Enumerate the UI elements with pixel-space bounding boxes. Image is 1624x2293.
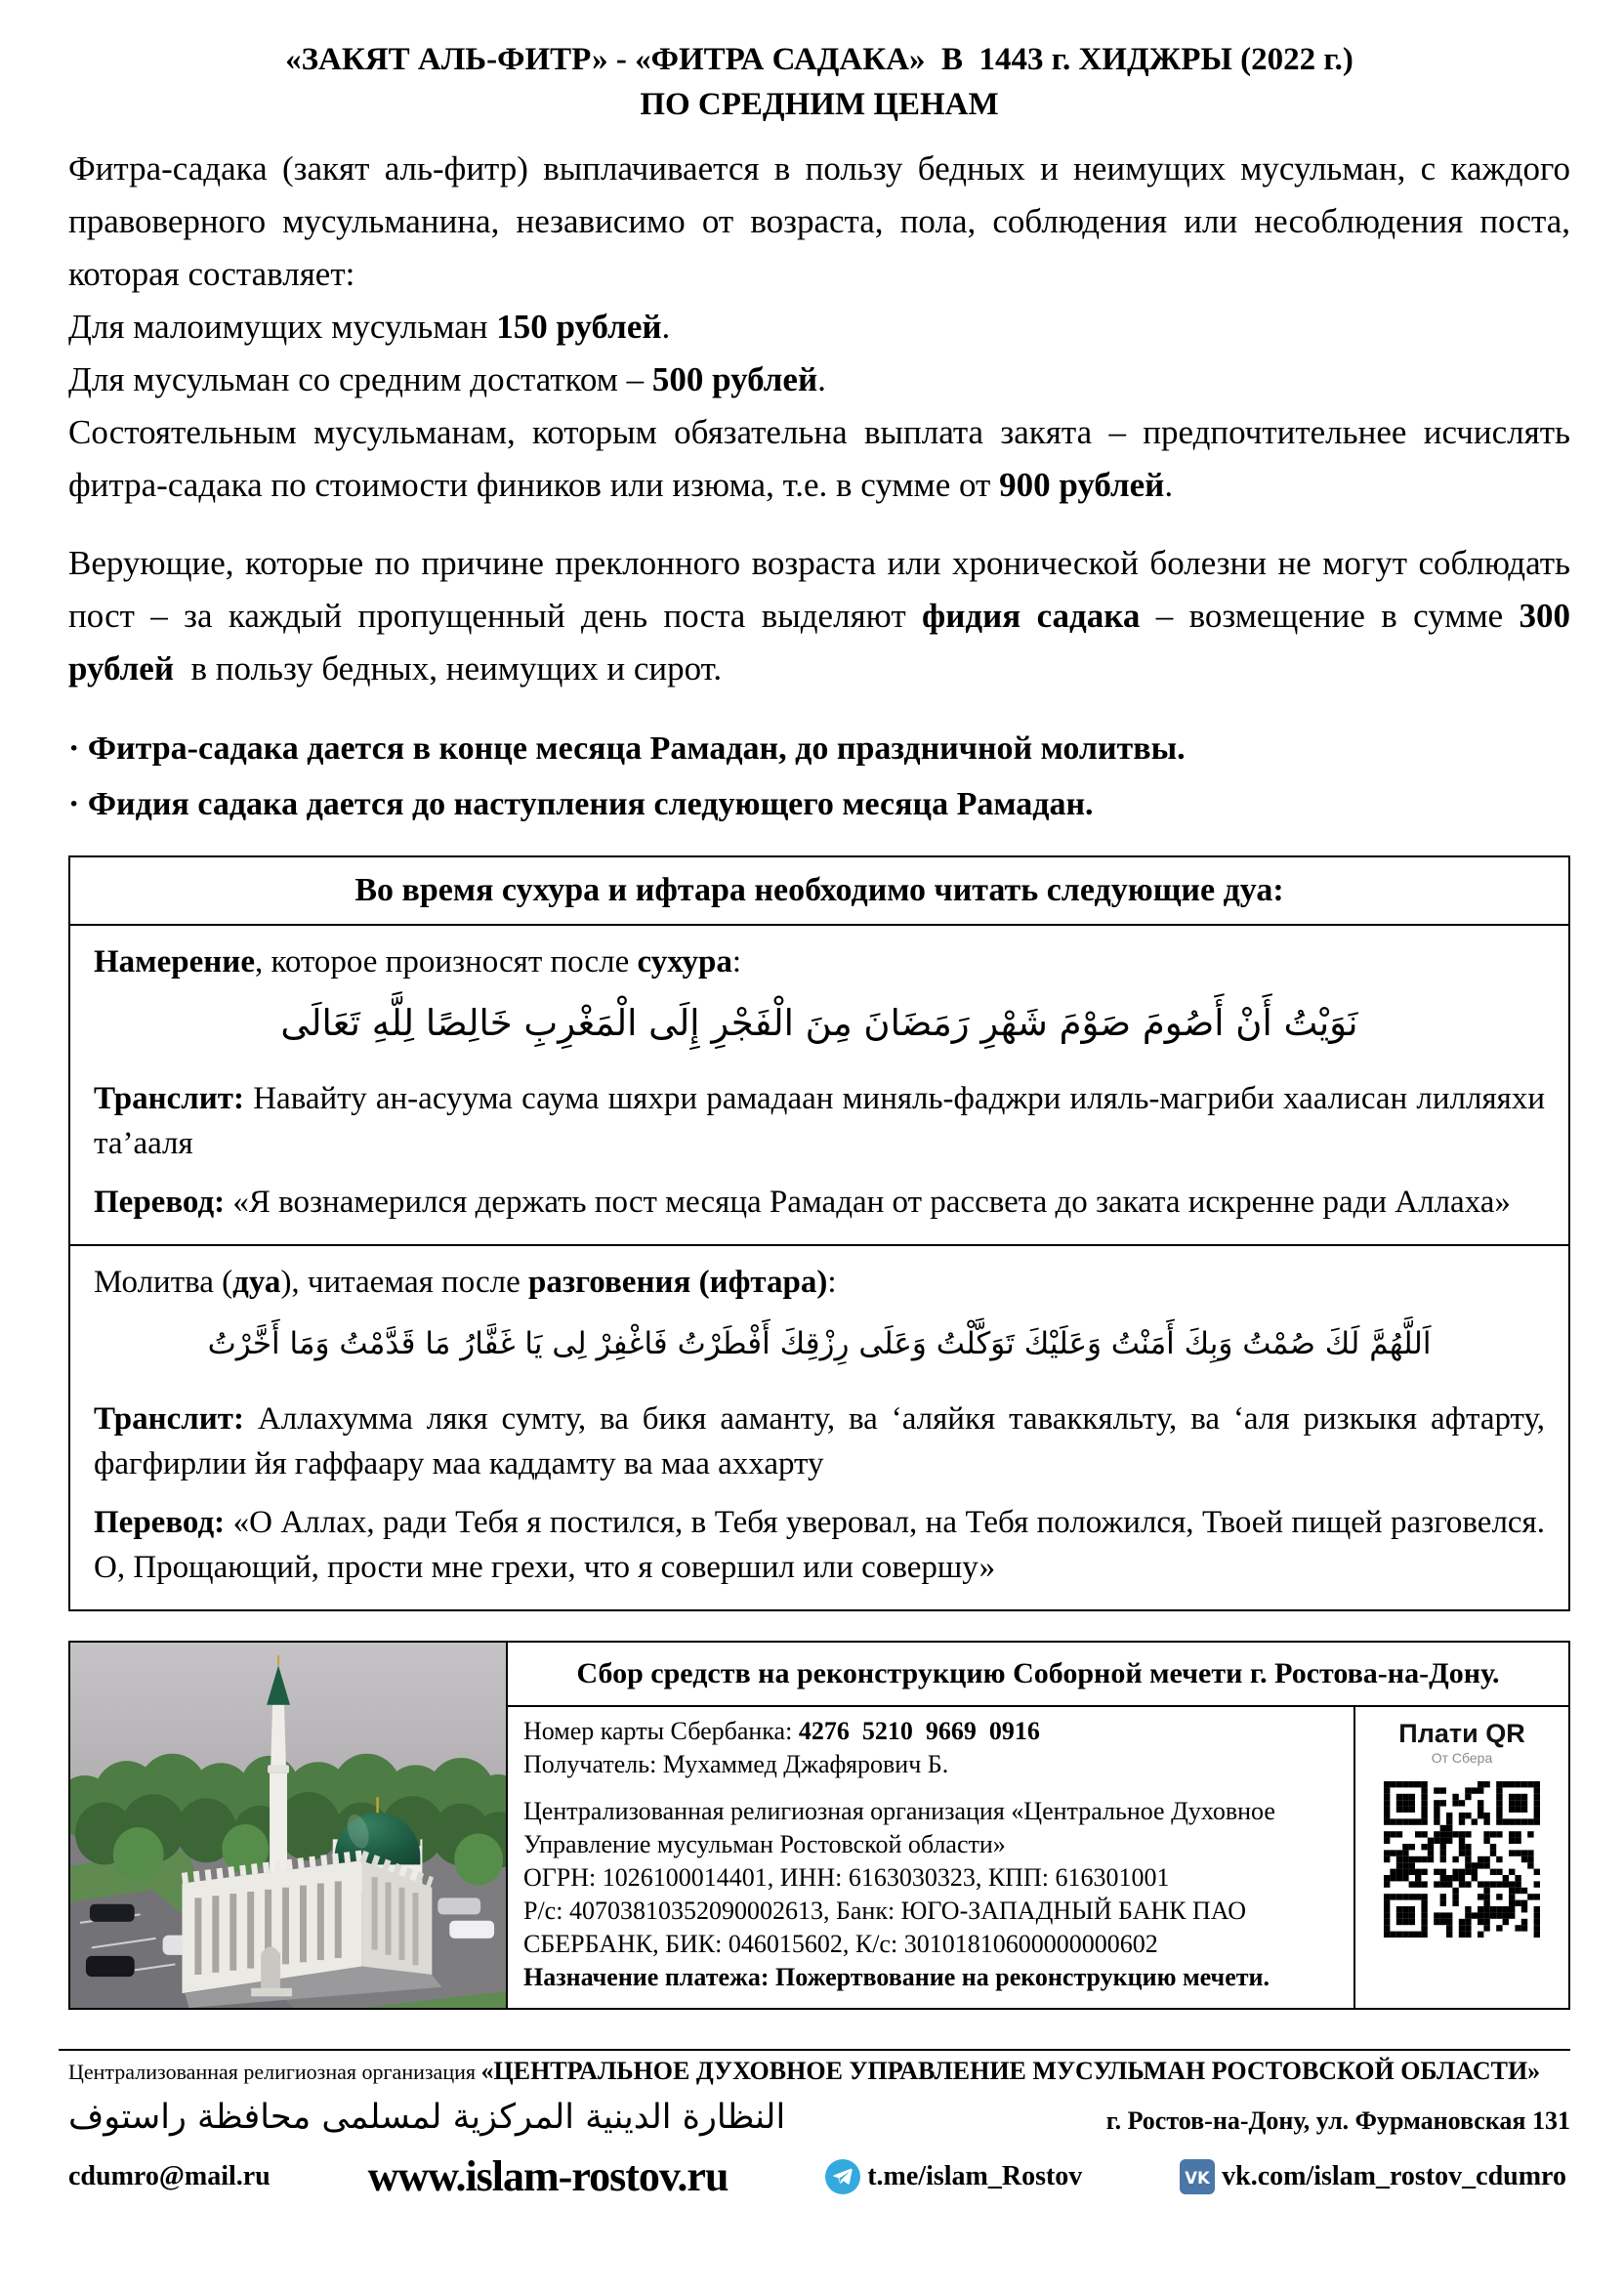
footer-arabic-name: النظارة الدينية المركزية لمسلمى محافظة راستوف	[68, 2098, 786, 2137]
rate-wealthy-amount: 900 рублей	[999, 466, 1165, 504]
org-line: Централизованная религиозная организация «Центральное Духовное Управление мусульман Ростовской области»	[523, 1797, 1275, 1858]
qr-title: Плати QR	[1398, 1719, 1525, 1748]
qr-panel	[1353, 1707, 1568, 2008]
card-number: 4276 5210 9669 0916	[798, 1717, 1040, 1745]
svg-text:VK: VK	[1185, 2168, 1210, 2188]
fidya-term: фидия садака	[922, 597, 1141, 635]
spacer	[523, 1781, 1338, 1795]
card-number-line: Номер карты Сбербанка: 4276 5210 9669 0916	[523, 1717, 1040, 1745]
page-title-line1: «ЗАКЯТ АЛЬ-ФИТР» - «ФИТРА САДАКА» В 1443 г. ХИДЖРЫ (2022 г.)	[285, 42, 1353, 77]
recipient-line: Получатель: Мухаммед Джафярович Б.	[523, 1750, 949, 1778]
website-link[interactable]: www.islam-rostov.ru	[367, 2152, 729, 2200]
iftar-intro: Молитва (дуа), читаемая после разговения (ифтара):	[94, 1265, 837, 1300]
donation-details	[508, 1707, 1353, 2008]
intro-paragraph: Фитра-садака (закят аль-фитр) выплачивается в пользу бедных и неимущих мусульман, с каждого правоверного мусульманина, независимо от возраста, пола, соблюдения или несоблюдения поста, которая составляет:	[68, 149, 1570, 293]
footer-contacts-row	[68, 2151, 1570, 2201]
fidya-paragraph: Верующие, которые по причине преклонного возраста или хронической болезни не могут соблюдать пост – за каждый пропущенный день поста выделяют фидия садака – возмещение в сумме 300 рублей в пользу бедных, неимущих и сирот.	[68, 544, 1570, 688]
mosque-illustration	[70, 1643, 506, 2008]
footer	[68, 2049, 1570, 2201]
rate-low-amount: 150 рублей	[496, 308, 662, 346]
payment-purpose-line: Назначение платежа: Пожертвование на реконструкцию мечети.	[523, 1963, 1270, 1991]
footer-divider	[59, 2049, 1570, 2051]
rate-mid-amount: 500 рублей	[651, 360, 818, 398]
telegram-icon	[825, 2159, 860, 2194]
iftar-translit: Транслит: Аллахумма лякя сумту, ва бикя ааманту, ва ‘аляйкя таваккяльту, ва ‘аля ризкыкя афтарту, фагфирлии йя гаффаару маа каддамту ва маа аххарту	[94, 1401, 1545, 1481]
bullet-list	[68, 721, 1570, 832]
dua-table-header: Во время сухура и ифтара необходимо читать следующие дуа:	[70, 857, 1568, 926]
account-line: Р/с: 40703810352090002613, Банк: ЮГО-ЗАПАДНЫЙ БАНК ПАО СБЕРБАНК, БИК: 046015602, К/с: 30101810600000000602	[523, 1897, 1247, 1958]
footer-organization: Централизованная религиозная организация «ЦЕНТРАЛЬНОЕ ДУХОВНОЕ УПРАВЛЕНИЕ МУСУЛЬМАН РОСТОВСКОЙ ОБЛАСТИ»	[68, 2057, 1541, 2085]
prayer-hall	[182, 1855, 441, 2008]
footer-address: г. Ростов-на-Дону, ул. Фурмановская 131	[1105, 2106, 1570, 2135]
iftar-translation: Перевод: «О Аллах, ради Тебя я постился, в Тебя уверовал, на Тебя положился, Твоей пищей разговелся. О, Прощающий, прости мне грехи, что я совершил или совершу»	[94, 1505, 1545, 1585]
vk-link[interactable]: VK vk.com/islam_rostov_cdumro	[1180, 2159, 1566, 2194]
donation-header: Сбор средств на реконструкцию Соборной мечети г. Ростова-на-Дону.	[508, 1643, 1568, 1707]
dua-suhur-cell	[70, 926, 1568, 1244]
vk-icon	[1180, 2159, 1215, 2194]
dua-table	[68, 855, 1570, 1611]
rate-mid-income: Для мусульман со средним достатком – 500 рублей.	[68, 360, 826, 398]
telegram-link[interactable]: t.me/islam_Rostov	[825, 2159, 1082, 2194]
page-title	[68, 37, 1570, 127]
ogrn-line: ОГРН: 1026100014401, ИНН: 6163030323, КПП: 616301001	[523, 1863, 1170, 1892]
qr-subtitle: От Сбера	[1431, 1750, 1493, 1766]
page-title-line2: ПО СРЕДНИМ ЦЕНАМ	[640, 87, 999, 122]
qr-code	[1384, 1781, 1540, 1938]
donation-box	[68, 1641, 1570, 2010]
iftar-arabic-text: اَللَّهُمَّ لَكَ صُمْتُ وَبِكَ أَمَنْتُ وَعَلَيْكَ تَوَكَّلْتُ وَعَلَى رِزْقِكَ أَفْطَرْتُ فَاغْفِرْ لِى يَا غَفَّارُ مَا قَدَّمْتُ وَمَا أَخَّرْتُ	[207, 1326, 1432, 1361]
footer-middle-row	[68, 2089, 1570, 2146]
fidya-amount: 300 рублей	[68, 597, 1570, 688]
suhur-translation: Перевод: «Я вознамерился держать пост месяца Рамадан от рассвета до заката искренне ради Аллаха»	[94, 1185, 1511, 1220]
dua-iftar-cell	[70, 1244, 1568, 1609]
rate-low-income: Для малоимущих мусульман 150 рублей.	[68, 308, 671, 346]
email-link[interactable]: cdumro@mail.ru	[68, 2160, 271, 2191]
bullet-fitra-deadline: · Фитра-садака дается в конце месяца Рамадан, до праздничной молитвы.	[68, 730, 1186, 767]
rate-wealthy: Состоятельным мусульманам, которым обязательна выплата закята – предпочтительнее исчислять фитра-садака по стоимости фиников или изюма, т.е. в сумме от 900 рублей.	[68, 413, 1570, 504]
suhur-translit: Транслит: Навайту ан-асуума саума шяхри рамадаан миняль-фаджри иляль-магриби хаалисан лилляяхи та’ааля	[94, 1081, 1545, 1161]
mosque-image	[70, 1643, 508, 2008]
bullet-fidya-deadline: · Фидия садака дается до наступления следующего месяца Рамадан.	[68, 786, 1094, 822]
suhur-arabic-text: نَوَيْتُ أَنْ أَصُومَ صَوْمَ شَهْرِ رَمَضَانَ مِنَ الْفَجْرِ إِلَى الْمَغْرِبِ خَالِصًا لِلَّهِ تَعَالَى	[280, 1002, 1358, 1044]
footer-organization-name: «ЦЕНТРАЛЬНОЕ ДУХОВНОЕ УПРАВЛЕНИЕ МУСУЛЬМАН РОСТОВСКОЙ ОБЛАСТИ»	[480, 2057, 1541, 2085]
suhur-intro: Намерение, которое произносят после сухура:	[94, 944, 741, 980]
